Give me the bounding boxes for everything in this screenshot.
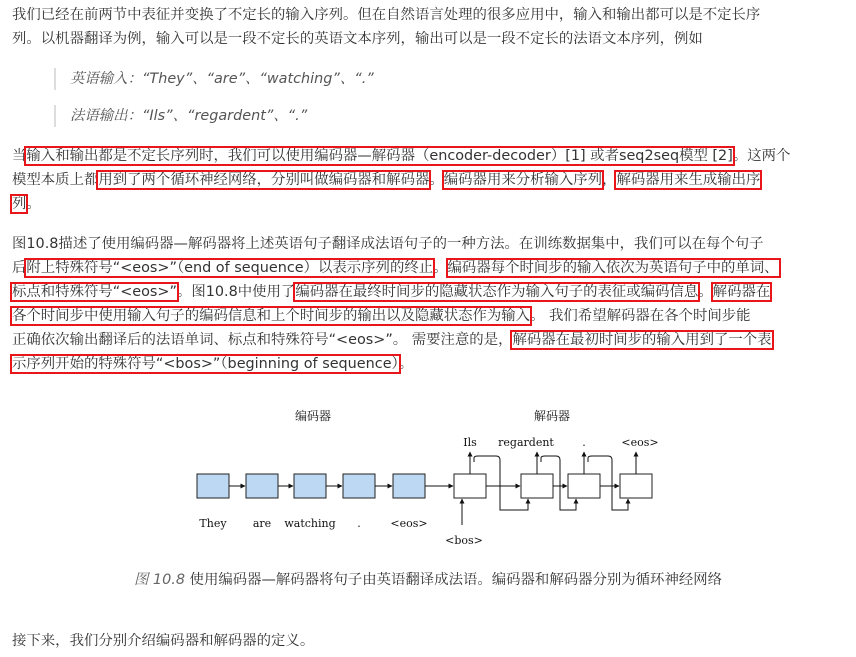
highlight-decoder-inputs-end: 各个时间步中使用输入句子的编码信息和上个时间步的输出以及隐藏状态作为输入 bbox=[12, 308, 531, 324]
paragraph-3-line-1: 图10.8描述了使用编码器—解码器将上述英语句子翻译成法语句子的一种方法。在训练数据集中，我们可以在每个句子 bbox=[12, 236, 764, 252]
highlight-decoder-role: 解码器用来生成输出序 bbox=[616, 172, 761, 188]
decoder-output-token: Ils bbox=[463, 436, 477, 449]
decoder-output-token: regardent bbox=[498, 436, 554, 449]
text-fragment: 后 bbox=[12, 260, 27, 276]
caption-text: 使用编码器—解码器将句子由英语翻译成法语。编码器和解码器分别为循环神经网络 bbox=[184, 572, 723, 588]
text-fragment: 正确依次输出翻译后的法语单词、标点和特殊符号“<eos>”。 需要注意的是， bbox=[12, 332, 513, 348]
highlight-encoder-inputs: 编码器每个时间步的输入依次为英语句子中的单词、 bbox=[447, 260, 779, 276]
decoder-output-token: . bbox=[582, 436, 586, 449]
highlight-decoder-role-end: 列 bbox=[12, 196, 27, 212]
paragraph-intro-line-2: 列。以机器翻译为例，输入可以是一段不定长的英语文本序列，输出可以是一段不定长的法语文本序列，例如 bbox=[12, 31, 703, 47]
encoder-decoder-figure bbox=[0, 400, 856, 558]
text-fragment: 模型本质上都 bbox=[12, 172, 99, 188]
paragraph-next: 接下来，我们分别介绍编码器和解码器的定义。 bbox=[12, 633, 315, 649]
decoder-output-token: <eos> bbox=[621, 436, 659, 449]
encoder-cell bbox=[246, 474, 278, 498]
text-fragment: 。 bbox=[429, 172, 444, 188]
highlight-two-rnns: 用到了两个循环神经网络，分别叫做编码器和解码器 bbox=[98, 172, 430, 188]
text-fragment: 。 bbox=[698, 284, 713, 300]
highlight-final-hidden-state: 编码器在最终时间步的隐藏状态作为输入句子的表征或编码信息 bbox=[295, 284, 699, 300]
paragraph-3-line-3 bbox=[12, 281, 770, 303]
text-fragment: 。 bbox=[433, 260, 448, 276]
encoder-input-token: watching bbox=[284, 517, 336, 530]
encoder-cell bbox=[393, 474, 425, 498]
encoder-input-token: . bbox=[357, 517, 361, 530]
highlight-io-variable-length: 输入和输出都是不定长序列时，我们可以使用编码器—解码器（encoder-decoder）[1] 或者seq2seq模型 [2] bbox=[26, 148, 733, 164]
figure-caption bbox=[0, 568, 856, 589]
text-fragment: 。这两个 bbox=[732, 148, 791, 164]
text-fragment: ， bbox=[602, 172, 617, 188]
paragraph-3-line-6 bbox=[12, 353, 413, 375]
text-fragment: 当 bbox=[12, 148, 27, 164]
decoder-label: 解码器 bbox=[533, 409, 571, 423]
highlight-encoder-role: 编码器用来分析输入序列 bbox=[443, 172, 603, 188]
paragraph-3-line-4 bbox=[12, 305, 751, 327]
quote-bar bbox=[54, 105, 56, 127]
paragraph-intro-line-1: 我们已经在前两节中表征并变换了不定长的输入序列。但在自然语言处理的很多应用中，输入和输出都可以是不定长序 bbox=[12, 7, 761, 23]
text-fragment: 。图10.8中使用了 bbox=[176, 284, 296, 300]
text-fragment: 。 bbox=[26, 196, 41, 212]
highlight-eos-symbol: 附上特殊符号“<eos>”（end of sequence）以表示序列的终止 bbox=[26, 260, 434, 276]
text-fragment: 。 bbox=[398, 356, 414, 372]
paragraph-3-line-5 bbox=[12, 329, 772, 351]
highlight-encoder-inputs-end: 标点和特殊符号“<eos>” bbox=[12, 284, 177, 300]
paragraph-3-line-2 bbox=[12, 257, 779, 279]
encoder-cell bbox=[197, 474, 229, 498]
encoder-input-token: are bbox=[252, 517, 272, 530]
decoder-cell bbox=[620, 474, 652, 498]
decoder-cell bbox=[568, 474, 600, 498]
encoder-input-token: <eos> bbox=[390, 517, 428, 530]
encoder-label: 编码器 bbox=[294, 409, 332, 423]
encoder-cell bbox=[294, 474, 326, 498]
paragraph-2-line-1 bbox=[12, 145, 790, 167]
example-french-output: 法语输出：“Ils”、“regardent”、“.” bbox=[70, 108, 308, 124]
example-english-input: 英语输入：“They”、“are”、“watching”、“.” bbox=[70, 71, 374, 87]
figure-number: 图 10.8 bbox=[133, 572, 185, 588]
highlight-decoder-inputs: 解码器在 bbox=[712, 284, 771, 300]
decoder-start-token: <bos> bbox=[445, 534, 483, 547]
encoder-cell bbox=[343, 474, 375, 498]
encoder-input-token: They bbox=[199, 517, 227, 530]
paragraph-2-line-3 bbox=[12, 193, 41, 215]
paragraph-2-line-2 bbox=[12, 169, 760, 191]
decoder-cell bbox=[521, 474, 553, 498]
decoder-cell bbox=[454, 474, 486, 498]
text-fragment: 。 我们希望解码器在各个时间步能 bbox=[530, 308, 751, 324]
quote-bar bbox=[54, 68, 56, 90]
highlight-bos-symbol-end: 示序列开始的特殊符号“<bos>”（beginning of sequence） bbox=[12, 356, 399, 372]
highlight-bos-symbol: 解码器在最初时间步的输入用到了一个表 bbox=[512, 332, 772, 348]
